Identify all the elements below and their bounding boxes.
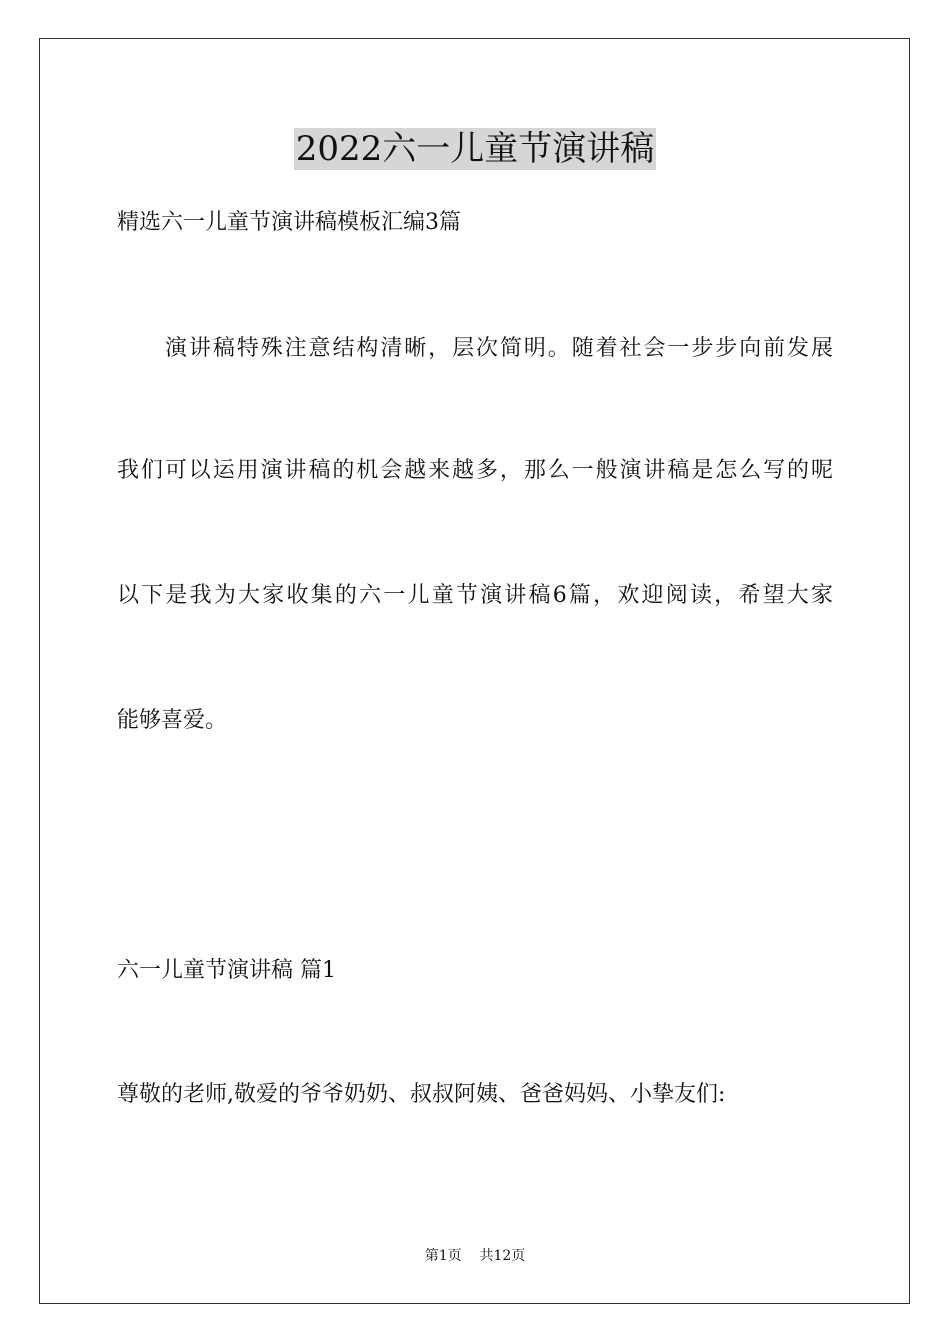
document-subtitle: 精选六一儿童节演讲稿模板汇编3篇 xyxy=(117,210,461,235)
page-footer xyxy=(0,1246,950,1266)
intro-paragraph-line-4: 能够喜爱。 xyxy=(117,708,228,733)
document-title: 2022六一儿童节演讲稿 xyxy=(295,129,655,169)
intro-paragraph-line-1: 演讲稿特殊注意结构清晰，层次简明。随着社会一步步向前发展 xyxy=(165,336,833,361)
title-container xyxy=(0,128,950,170)
speech-salutation: 尊敬的老师,敬爱的爷爷奶奶、叔叔阿姨、爸爸妈妈、小挚友们: xyxy=(117,1082,726,1107)
intro-paragraph-line-3: 以下是我为大家收集的六一儿童节演讲稿6篇，欢迎阅读，希望大家 xyxy=(117,583,833,608)
intro-paragraph-line-2: 我们可以运用演讲稿的机会越来越多，那么一般演讲稿是怎么写的呢 xyxy=(117,458,833,483)
page-number: 第1页 xyxy=(424,1248,462,1264)
page-total: 共12页 xyxy=(479,1248,526,1264)
section-heading: 六一儿童节演讲稿 篇1 xyxy=(117,958,336,983)
